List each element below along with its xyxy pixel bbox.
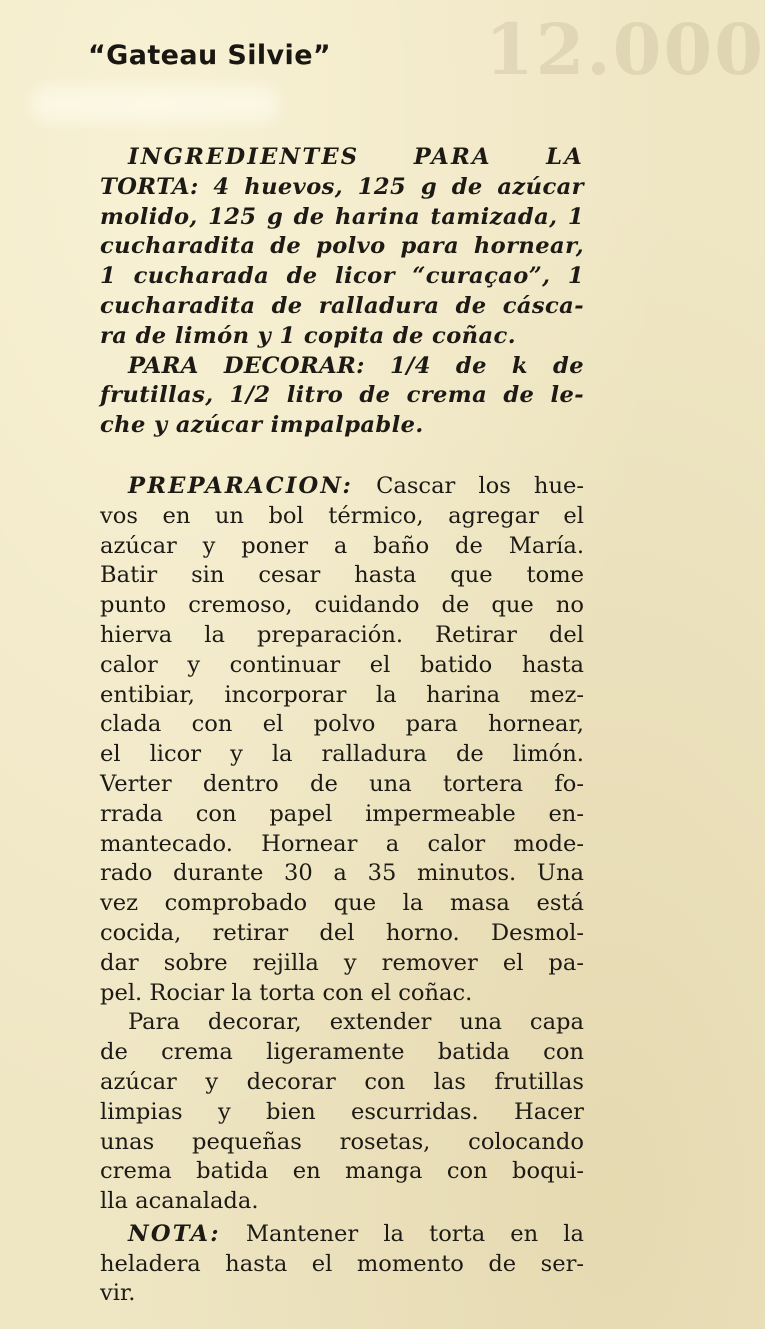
- paper-smudge: [30, 86, 280, 122]
- note-line: vir.: [100, 1280, 136, 1307]
- decorate-line: frutillas, 1/2 litro de crema de le-: [100, 382, 584, 409]
- preparation-section: [100, 472, 584, 1217]
- decorate-line: che y azúcar impalpable.: [100, 412, 424, 439]
- bleed-through-text: 12.000: [485, 8, 765, 91]
- decorate-section: [100, 352, 584, 441]
- preparation-line: dar sobre rejilla y remover el pa-: [100, 949, 584, 976]
- preparation-line: pel. Rociar la torta con el coñac.: [100, 979, 473, 1006]
- decor-instructions-line: crema batida en manga con boqui-: [100, 1158, 584, 1185]
- preparation-line: cocida, retirar del horno. Desmol-: [100, 919, 584, 946]
- decor-instructions-line: lla acanalada.: [100, 1188, 259, 1215]
- decor-instructions-line: limpias y bien escurridas. Hacer: [100, 1098, 584, 1125]
- ingredients-line: molido, 125 g de harina tamizada, 1: [100, 203, 584, 230]
- preparation-line: vos en un bol térmico, agregar el: [100, 502, 584, 529]
- ingredients-line: cucharadita de ralladura de cásca-: [100, 292, 584, 319]
- ingredients-line: TORTA: 4 huevos, 125 g de azúcar: [100, 173, 584, 200]
- note-first-text: Mantener la torta en la: [245, 1220, 584, 1247]
- recipe-title: “Gateau Silvie”: [88, 40, 332, 71]
- preparation-line: rrada con papel impermeable en-: [100, 800, 584, 827]
- decor-instructions-line: unas pequeñas rosetas, colocando: [100, 1128, 584, 1155]
- ingredients-line: cucharadita de polvo para hornear,: [100, 233, 584, 260]
- preparation-line: azúcar y poner a baño de María.: [100, 532, 584, 559]
- decor-instructions-line: de crema ligeramente batida con: [100, 1039, 584, 1066]
- ingredients-section: [100, 143, 584, 352]
- preparation-line: vez comprobado que la masa está: [100, 890, 584, 917]
- preparation-line: mantecado. Hornear a calor mode-: [100, 830, 584, 857]
- preparation-line: entibiar, incorporar la harina mez-: [100, 681, 584, 708]
- preparation-line: hierva la preparación. Retirar del: [100, 621, 584, 648]
- note-label: NOTA:: [128, 1220, 221, 1247]
- preparation-line: rado durante 30 a 35 minutos. Una: [100, 860, 584, 887]
- preparation-first-text: Cascar los hue-: [376, 472, 584, 499]
- ingredients-line: 1 cucharada de licor “curaçao”, 1: [100, 263, 584, 290]
- note-first-line: [100, 1220, 584, 1250]
- recipe-body: [100, 143, 584, 1309]
- note-line: heladera hasta el momento de ser-: [100, 1250, 584, 1277]
- ingredients-line: ra de limón y 1 copita de coñac.: [100, 322, 516, 349]
- decor-instructions-line: azúcar y decorar con las frutillas: [100, 1068, 584, 1095]
- preparation-line: el licor y la ralladura de limón.: [100, 741, 584, 768]
- note-section: [100, 1220, 584, 1309]
- preparation-line: clada con el polvo para hornear,: [100, 711, 584, 738]
- preparation-line: Verter dentro de una tortera fo-: [100, 770, 584, 797]
- preparation-line: Batir sin cesar hasta que tome: [100, 562, 584, 589]
- preparation-line: punto cremoso, cuidando de que no: [100, 592, 584, 619]
- preparation-line: calor y continuar el batido hasta: [100, 651, 584, 678]
- preparation-label: PREPARACION:: [128, 472, 353, 499]
- ingredients-heading: INGREDIENTES PARA LA: [128, 144, 584, 170]
- preparation-first-line: [100, 472, 584, 502]
- decor-instructions-line: Para decorar, extender una capa: [128, 1009, 584, 1036]
- decorate-heading-line: PARA DECORAR: 1/4 de k de: [128, 352, 584, 379]
